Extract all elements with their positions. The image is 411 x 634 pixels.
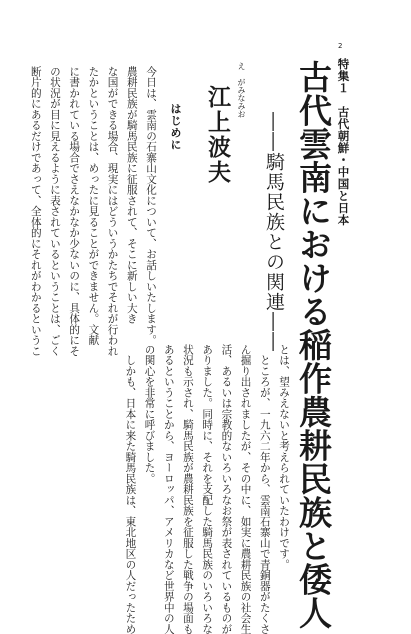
body-line: の関心を非常に呼びました。	[143, 344, 156, 484]
body-column-right	[124, 344, 293, 634]
body-line: ん掘り出されましたが、その中に、如実に農耕民族の社会生	[239, 344, 252, 634]
body-line: とは、望みえないと考えられていたわけです。	[278, 344, 290, 570]
body-line: あるということから、ヨーロッパ、アメリカなど世界中の人	[162, 344, 175, 634]
body-line: ところが、一九六二年から、雲南石寨山で青銅器がたくさ	[258, 344, 271, 634]
author-ruby: え がみなみお	[237, 62, 246, 118]
author-name: 江上波夫	[204, 85, 231, 185]
page-number: 2	[338, 42, 343, 50]
body-line: 農耕民族が騎馬民族に征服されて、そこに新しい大き	[125, 66, 138, 324]
article-title: 古代雲南における稲作農耕民族と倭人	[294, 60, 333, 630]
body-line: 状況も示され、騎馬民族が農耕民族を征服した戦争の場面も	[181, 344, 194, 634]
body-line: ありました。同時に、それを支配した騎馬民族のいろいろな	[201, 344, 214, 634]
body-line: たかということは、めったに見ることができません。文献	[87, 66, 100, 346]
body-line: の状況が目に見えるように表されているということは、ごく	[48, 66, 61, 357]
body-line: 今日は、雲南の石寨山文化について、お話しいたします。	[145, 66, 157, 346]
body-line: に書かれている場合でさえなかなか少ないのに、具体的にそ	[68, 66, 81, 357]
body-line: しかも、日本に来た騎馬民族は、東北地区の人だったため	[124, 344, 137, 634]
body-line: 断片的にあるだけであって、全体的にそれがわかるというこ	[29, 66, 42, 357]
body-line: な国ができる場合、現実にはどういうかたちでそれが行われ	[106, 66, 119, 357]
section-heading: はじめに	[169, 103, 182, 151]
article-subtitle: ――騎馬民族との関連――	[263, 112, 285, 352]
series-label: 特集１ 古代朝鮮・中国と日本	[336, 58, 351, 226]
body-line: 活、あるいは宗教的ないろいろなお祭が表されているものが	[220, 344, 233, 634]
